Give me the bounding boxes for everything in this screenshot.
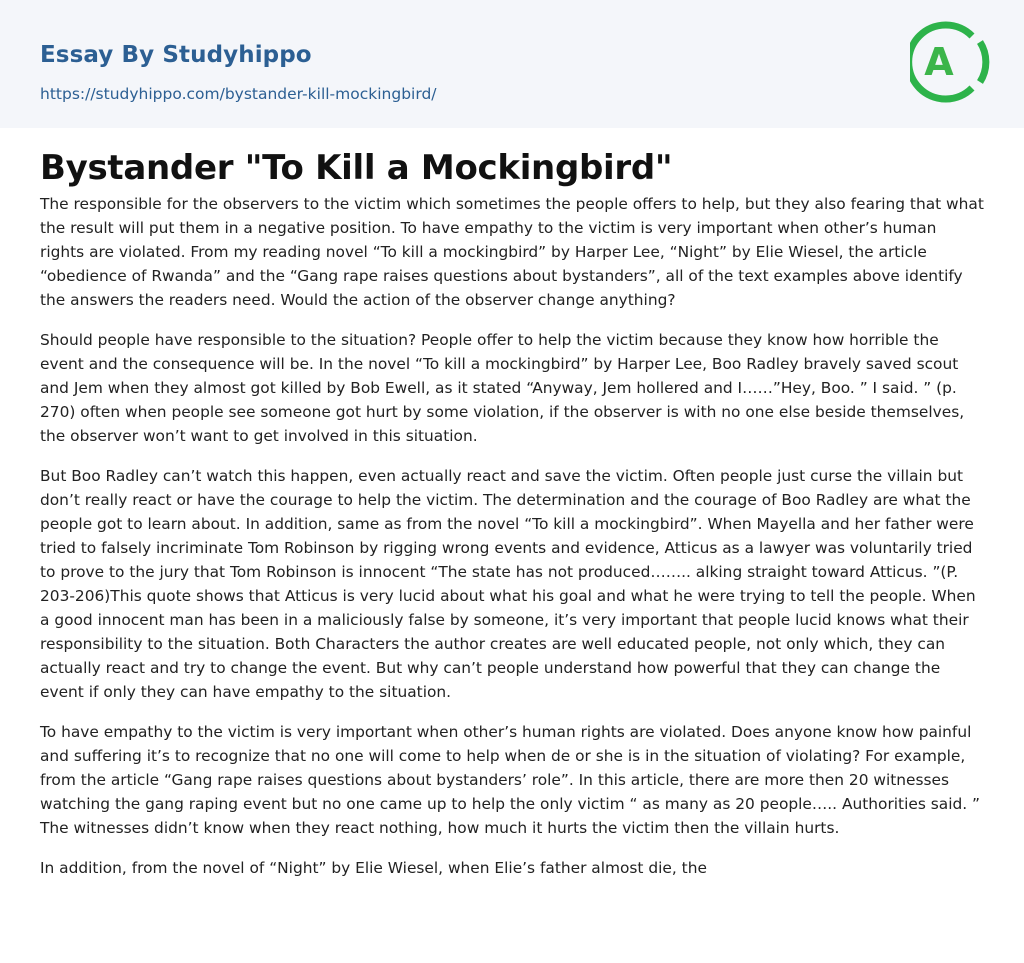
- logo-letter: A: [924, 40, 954, 84]
- article-body: [0, 128, 1024, 880]
- article-title: Bystander "To Kill a Mockingbird": [40, 148, 673, 188]
- site-header: [0, 0, 1024, 128]
- article-paragraph: The responsible for the observers to the victim which sometimes the people offers to help, but they also fearing that what the result will put them in a negative position. To have empathy to the victim is very important when other’s human rights are violated. From my reading novel “To kill a mockingbird” by Harper Lee, “Night” by Elie Wiesel, the article “obedience of Rwanda” and the “Gang rape raises questions about bystanders”, all of the text examples above identify the answers the readers need. Would the action of the observer change anything?: [40, 195, 984, 309]
- article-paragraph: In addition, from the novel of “Night” by Elie Wiesel, when Elie’s father almost die, the: [40, 859, 707, 877]
- article-paragraph: Should people have responsible to the situation? People offer to help the victim because they know how horrible the event and the consequence will be. In the novel “To kill a mockingbird” by Harper Lee, Boo Radley bravely saved scout and Jem when they almost got killed by Bob Ewell, as it stated “Anyway, Jem hollered and I……”Hey, Boo. ” I said. ” (p. 270) often when people see someone got hurt by some violation, if the observer is with no one else beside themselves, the observer won’t want to get involved in this situation.: [40, 331, 965, 445]
- studyhippo-logo-icon[interactable]: [910, 18, 990, 106]
- article-paragraph: To have empathy to the victim is very important when other’s human rights are violated. Does anyone know how painful and suffering it’s to recognize that no one will come to help when de or she is in the situation of violating? For example, from the article “Gang rape raises questions about bystanders’ role”. In this article, there are more then 20 witnesses watching the gang raping event but no one came up to help the only victim “ as many as 20 people….. Authorities said. ” The witnesses didn’t know when they react nothing, how much it hurts the victim then the villain hurts.: [40, 723, 981, 837]
- article-paragraph: But Boo Radley can’t watch this happen, even actually react and save the victim. Often people just curse the villain but don’t really react or have the courage to help the victim. The determination and the courage of Boo Radley are what the people got to learn about. In addition, same as from the novel “To kill a mockingbird”. When Mayella and her father were tried to falsely incriminate Tom Robinson by rigging wrong events and evidence, Atticus as a lawyer was voluntarily tried to prove to the jury that Tom Robinson is innocent “The state has not produced…….. alking straight toward Atticus. ”(P. 203-206)This quote shows that Atticus is very lucid about what his goal and what he were trying to tell the people. When a good innocent man has been in a maliciously false by someone, it’s very important that people lucid knows what their responsibility to the situation. Both Characters the author creates are well educated people, not only which, they can actually react and try to change the event. But why can’t people understand how powerful that they can change the event if only they can have empathy to the situation.: [40, 467, 976, 701]
- essay-url-link[interactable]: https://studyhippo.com/bystander-kill-mockingbird/: [40, 85, 437, 103]
- site-brand[interactable]: Essay By Studyhippo: [40, 42, 312, 68]
